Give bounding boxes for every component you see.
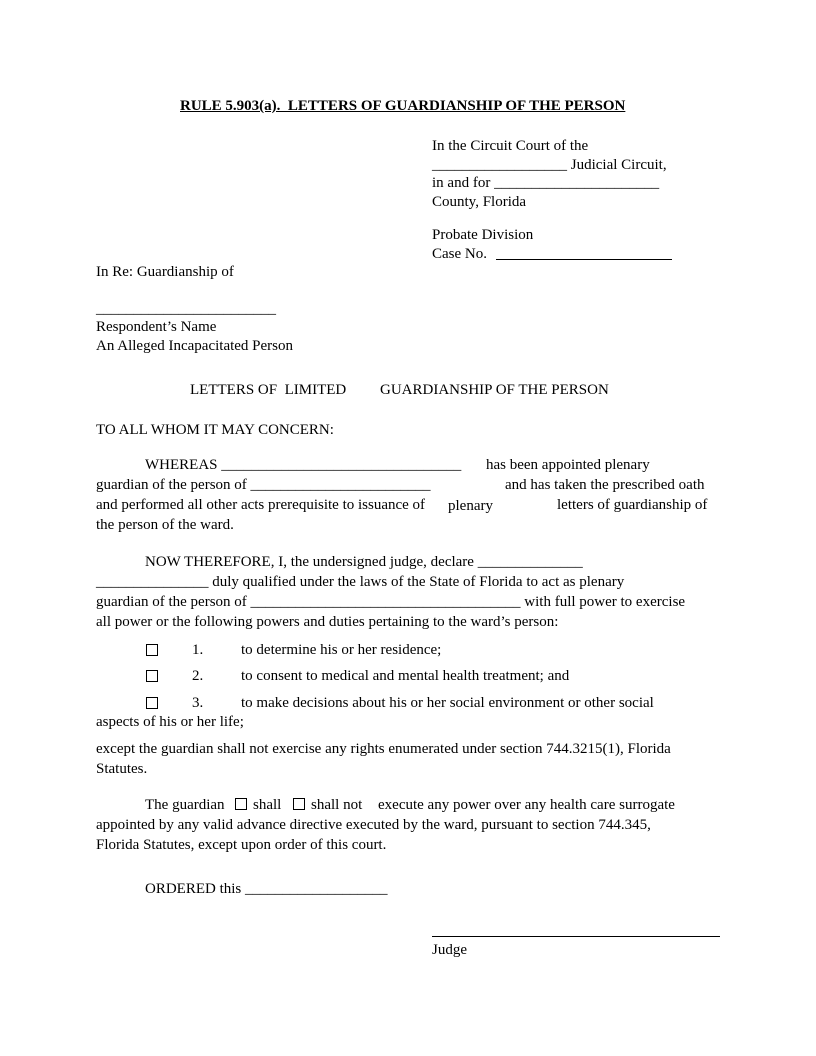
respondent-name-blank[interactable]: ________________________ xyxy=(96,301,276,317)
whereas-line-1-end: has been appointed plenary xyxy=(486,457,650,473)
except-line-1: except the guardian shall not exercise any rights enumerated under section 744.3215(1), Florida xyxy=(96,741,671,757)
whereas-line-2[interactable]: guardian of the person of ________________________ xyxy=(96,477,431,493)
letters-heading-part-2: GUARDIANSHIP OF THE PERSON xyxy=(380,382,609,398)
power-3-text: to make decisions about his or her social environment or other social xyxy=(241,695,654,711)
surrogate-line-1-end: execute any power over any health care surrogate xyxy=(378,797,675,813)
power-3-continuation: aspects of his or her life; xyxy=(96,714,244,730)
power-1-checkbox[interactable] xyxy=(146,644,158,656)
judicial-circuit-label: Judicial Circuit, xyxy=(570,157,667,173)
surrogate-line-2: appointed by any valid advance directive executed by the ward, pursuant to section 744.345, xyxy=(96,817,651,833)
judge-signature-line[interactable] xyxy=(432,936,720,937)
letters-heading-part-1: LETTERS OF LIMITED xyxy=(190,382,347,398)
probate-division: Probate Division xyxy=(432,227,534,243)
except-line-2: Statutes. xyxy=(96,761,148,777)
whereas-line-1[interactable]: WHEREAS ________________________________ xyxy=(145,457,462,473)
whereas-line-4: the person of the ward. xyxy=(96,517,234,533)
whereas-line-3-end: letters of guardianship of xyxy=(557,497,708,513)
judicial-circuit-blank[interactable]: __________________ xyxy=(432,157,567,173)
court-line-4: County, Florida xyxy=(432,194,527,210)
guardianship-type-fill[interactable]: plenary xyxy=(448,498,493,514)
now-therefore-line-3[interactable]: guardian of the person of ____________________________________ with full power to exercise xyxy=(96,594,686,610)
court-county-line[interactable]: in and for ______________________ xyxy=(432,175,660,191)
shall-checkbox[interactable] xyxy=(235,798,247,810)
power-2-text: to consent to medical and mental health treatment; and xyxy=(241,668,570,684)
ordered-date-line[interactable]: ORDERED this ___________________ xyxy=(145,881,388,897)
power-3-number: 3. xyxy=(192,695,204,711)
court-line-1: In the Circuit Court of the xyxy=(432,138,589,154)
now-therefore-line-4: all power or the following powers and duties pertaining to the ward’s person: xyxy=(96,614,559,630)
power-1-number: 1. xyxy=(192,642,204,658)
salutation: TO ALL WHOM IT MAY CONCERN: xyxy=(96,422,334,438)
in-re-label: In Re: Guardianship of xyxy=(96,264,234,280)
whereas-line-3: and performed all other acts prerequisite to issuance of xyxy=(96,497,426,513)
power-2-number: 2. xyxy=(192,668,204,684)
shall-not-checkbox[interactable] xyxy=(293,798,305,810)
whereas-line-2-end: and has taken the prescribed oath xyxy=(505,477,705,493)
shall-label: shall xyxy=(253,797,282,813)
surrogate-line-3: Florida Statutes, except upon order of this court. xyxy=(96,837,387,853)
court-line-2 xyxy=(432,156,667,175)
power-1-text: to determine his or her residence; xyxy=(241,642,442,658)
case-number-field[interactable] xyxy=(496,259,672,260)
judge-label: Judge xyxy=(432,942,467,958)
surrogate-lead: The guardian xyxy=(145,797,225,813)
power-2-checkbox[interactable] xyxy=(146,670,158,682)
power-3-checkbox[interactable] xyxy=(146,697,158,709)
document-title: RULE 5.903(a). LETTERS OF GUARDIANSHIP OF THE PERSON xyxy=(180,98,626,114)
case-number-label: Case No. xyxy=(432,246,487,262)
now-therefore-line-2[interactable]: _______________ duly qualified under the laws of the State of Florida to act as plenary xyxy=(96,574,625,590)
shall-not-label: shall not xyxy=(311,797,363,813)
now-therefore-line-1[interactable]: NOW THEREFORE, I, the undersigned judge, declare ______________ xyxy=(145,554,583,570)
alleged-incapacitated-label: An Alleged Incapacitated Person xyxy=(96,338,294,354)
respondent-name-label: Respondent’s Name xyxy=(96,319,217,335)
